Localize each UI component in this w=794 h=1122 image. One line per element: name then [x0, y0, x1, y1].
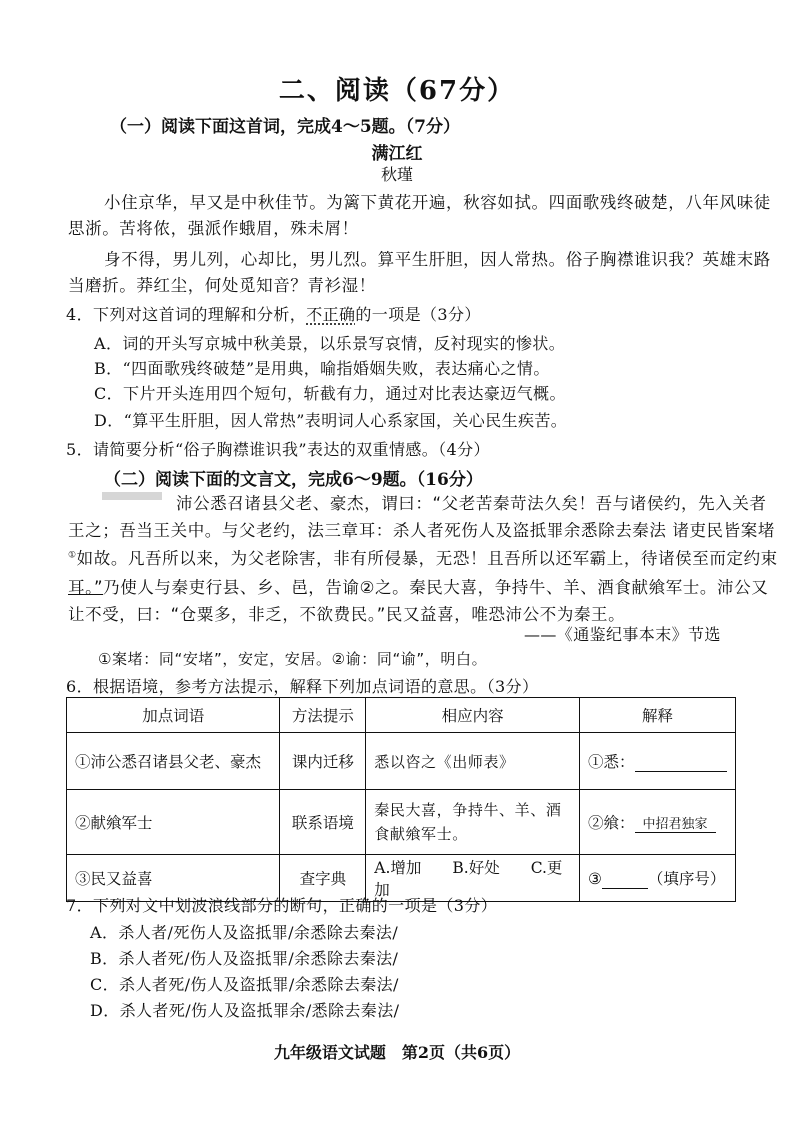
- table-header: 解释: [579, 698, 735, 733]
- q7-option-c: C．杀人者死/伤人及盗抵罪/余悉除去秦法/: [90, 975, 399, 994]
- table-cell: 悉以咨之《出师表》: [366, 733, 580, 790]
- q4-option-d: D．“算平生肝胆，因人常热”表明词人心系家国，关心民生疾苦。: [94, 411, 568, 430]
- table-row: [67, 790, 736, 855]
- table-header: 方法提示: [280, 698, 366, 733]
- answer-blank[interactable]: [635, 755, 727, 772]
- part2-heading: （二）阅读下面的文言文，完成6～9题。（16分）: [104, 470, 483, 490]
- part1-heading: （一）阅读下面这首词，完成4～5题。（7分）: [110, 117, 460, 137]
- poem-line: 小住京华，早又是中秋佳节。为篱下黄花开遍，秋容如拭。四面歌残终破楚，八年风味徒: [104, 193, 771, 212]
- passage-notes: ①案堵：同“安堵”，安定，安居。②谕：同“谕”，明白。: [98, 650, 488, 668]
- answer-cell: ②飨： 中招君独家: [579, 790, 735, 855]
- poem-title: 满江红: [371, 144, 423, 164]
- q4-option-a: A．词的开头写京城中秋美景，以乐景写哀情，反衬现实的惨状。: [94, 334, 566, 353]
- smudge-mark: [102, 492, 162, 500]
- q4-option-b: B．“四面歌残终破楚”是用典，喻指婚姻失败，表达痛心之情。: [94, 359, 550, 378]
- table-cell: 联系语境: [280, 790, 366, 855]
- question-6-stem: 6．根据语境，参考方法提示，解释下列加点词语的意思。（3分）: [66, 677, 539, 696]
- table-header: 相应内容: [366, 698, 580, 733]
- poem-author: 秋瑾: [380, 165, 413, 184]
- poem-line: 当磨折。莽红尘，何处觅知音？青衫湿！: [68, 276, 376, 295]
- poem-line: 身不得，男儿列，心却比，男儿烈。算平生肝胆，因人常热。俗子胸襟谁识我？英雄末路: [104, 250, 771, 269]
- poem-line: 思浙。苦将侬，强派作蛾眉，殊未屑！: [68, 219, 359, 238]
- answer-blank[interactable]: [602, 872, 648, 889]
- table-cell: 课内迁移: [280, 733, 366, 790]
- table-cell: A.增加 B.好处 C.更加: [366, 855, 580, 902]
- table-cell: ②献飨军士: [67, 790, 280, 855]
- table-cell: 查字典: [280, 855, 366, 902]
- q7-option-a: A．杀人者/死伤人及盗抵罪/余悉除去秦法/: [90, 923, 399, 942]
- passage-line: 沛公悉召诸县父老、豪杰，谓曰：“父老苦秦苛法久矣！吾与诸侯约，先入关者: [176, 494, 767, 513]
- passage-line: ①如故。凡吾所以来，为父老除害，非有所侵暴，无恐！且吾所以还军霸上，待诸侯至而定约束: [68, 549, 778, 568]
- passage-line: 耳。”乃使人与秦吏行县、乡、邑，告谕②之。秦民大喜，争持牛、羊、酒食献飨军士。沛公又: [68, 578, 769, 597]
- question-7-stem: 7．下列对文中划波浪线部分的断句，正确的一项是（3分）: [66, 896, 498, 915]
- answer-cell: ③ （填序号）: [579, 855, 735, 902]
- table-cell: 秦民大喜，争持牛、羊、酒 食献飨军士。: [366, 790, 580, 855]
- passage-source: ——《通鉴纪事本末》节选: [524, 625, 721, 644]
- table-row: [67, 733, 736, 790]
- answer-blank[interactable]: 中招君独家: [635, 813, 716, 833]
- vocab-table: [66, 697, 736, 902]
- table-cell: ③民又益喜: [67, 855, 280, 902]
- answer-cell: ①悉：: [579, 733, 735, 790]
- q4-option-c: C．下片开头连用四个短句，斩截有力，通过对比表达豪迈气概。: [94, 384, 566, 403]
- section-title: 二、阅读（67分）: [278, 76, 516, 106]
- passage-line: 让不受，曰：“仓粟多，非乏，不欲费民。”民又益喜，唯恐沛公不为秦王。: [68, 605, 626, 624]
- question-5: 5．请简要分析“俗子胸襟谁识我”表达的双重情感。（4分）: [66, 440, 490, 459]
- emphasis-text: 不正确: [306, 305, 356, 324]
- table-cell: ①沛公悉召诸县父老、豪杰: [67, 733, 280, 790]
- page-footer: 九年级语文试题 第2页（共6页）: [273, 1043, 521, 1062]
- q7-option-d: D．杀人者死/伤人及盗抵罪余/悉除去秦法/: [90, 1001, 400, 1020]
- table-header: 加点词语: [67, 698, 280, 733]
- q7-option-b: B．杀人者死/伤人及盗抵罪/余悉除去秦法/: [90, 949, 399, 968]
- passage-line: 王之；吾当王关中。与父老约，法三章耳：杀人者死伤人及盗抵罪余悉除去秦法 诸吏民皆案堵: [68, 521, 775, 540]
- question-4-stem: 4．下列对这首词的理解和分析，不正确的一项是（3分）: [66, 305, 481, 324]
